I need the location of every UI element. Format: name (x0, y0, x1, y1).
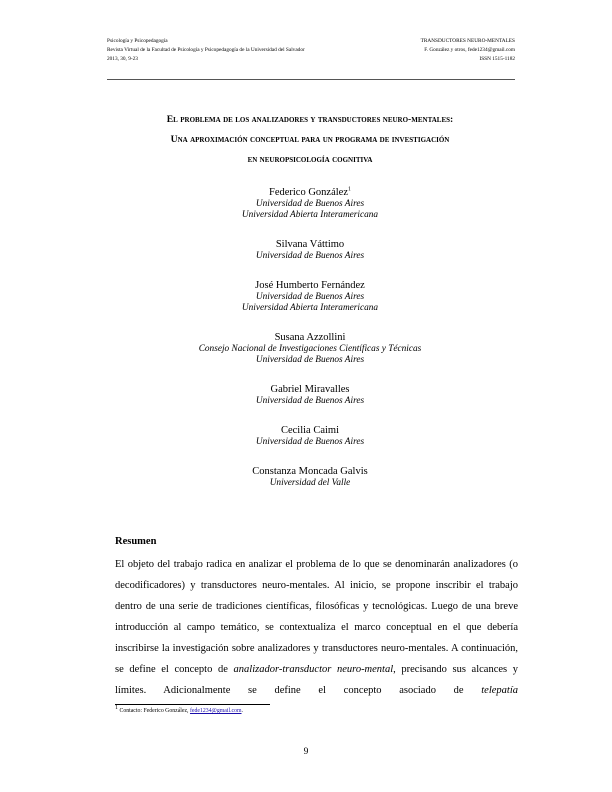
author-block (100, 331, 520, 366)
footnote-marker: 1 (348, 186, 351, 193)
author-affiliation: Universidad Abierta Interamericana (241, 303, 379, 313)
author-block (100, 383, 520, 407)
author-affiliation: Universidad Abierta Interamericana (241, 210, 379, 220)
title-line: Una aproximación conceptual para un programa de investigación (170, 134, 450, 145)
author-affiliation: Universidad de Buenos Aires (255, 355, 365, 365)
title-line: en neuropsicología cognitiva (247, 154, 373, 165)
author-list (100, 186, 520, 506)
author-name: Gabriel Miravalles (270, 384, 350, 395)
term-analizador-transductor: analizador-transductor neuro-mental (233, 664, 394, 675)
author-name: José Humberto Fernández (255, 280, 365, 291)
author-affiliation: Universidad de Buenos Aires (255, 199, 365, 209)
contact-email-link[interactable]: fede1234@gmail.com (189, 708, 242, 714)
author-name: Federico González (268, 187, 348, 198)
abstract-section (115, 535, 518, 701)
paper-title (90, 110, 530, 170)
header-authors: F. González y otros, fede1234@gmail.com (424, 47, 515, 53)
journal-name: Psicología y Psicopedagogía (107, 38, 168, 44)
journal-description: Revista Virtual de la Facultad de Psicología y Psicopedagogía de la Universidad del Salvador (107, 47, 305, 53)
author-name: Susana Azzollini (274, 332, 346, 343)
issn: ISSN 1515-1182 (479, 56, 515, 62)
author-affiliation: Universidad del Valle (269, 478, 351, 488)
author-affiliation: Universidad de Buenos Aires (255, 396, 365, 406)
journal-volume: 2013, 30, 9-23 (107, 56, 138, 62)
page-number: 9 (303, 747, 309, 757)
author-name: Cecilia Caimi (280, 425, 340, 436)
short-title: TRANSDUCTORES NEURO-MENTALES (420, 38, 515, 44)
term-telepatia: telepatía (481, 685, 518, 696)
footnote: $^1$ Contacto: Federico González, fede1234@gmail.com. (115, 705, 243, 714)
running-header-left (107, 37, 305, 64)
author-name: Constanza Moncada Galvis (252, 466, 368, 477)
header-divider (107, 79, 515, 80)
running-header-right (421, 37, 515, 64)
author-affiliation: Universidad de Buenos Aires (255, 292, 365, 302)
footnote-mark: 1 (115, 705, 118, 712)
author-affiliation: Universidad de Buenos Aires (255, 437, 365, 447)
abstract-heading: Resumen (115, 536, 157, 547)
author-block (100, 465, 520, 489)
footnote-divider (115, 704, 270, 705)
author-name: Silvana Váttimo (275, 239, 345, 250)
author-affiliation: Consejo Nacional de Investigaciones Científicas y Técnicas (198, 344, 422, 354)
author-block (100, 238, 520, 262)
author-block (100, 186, 520, 221)
author-affiliation: Universidad de Buenos Aires (255, 251, 365, 261)
abstract-text: El objeto del trabajo radica en analizar el problema de lo que se denominarán analizadores (o decodificadores) y transductores neuro-mentales. Al inicio, se propone inscribir el trabajo dentro de una serie de tradiciones científicas, filosóficas y tecnológicas. Luego de una breve introducción al campo temático, se contextualiza el marco conceptual en el que debería inscribirse la investigación sobre analizadores y transductores neuro-mentales. A continuación, se define el concepto de analizador-transductor neuro-mental, precisando sus alcances y límites. Adicionalmente se define el concepto asociado de telepatía (115, 559, 518, 696)
author-block (100, 424, 520, 448)
title-line: El problema de los analizadores y transductores neuro-mentales: (166, 114, 454, 125)
author-block (100, 279, 520, 314)
